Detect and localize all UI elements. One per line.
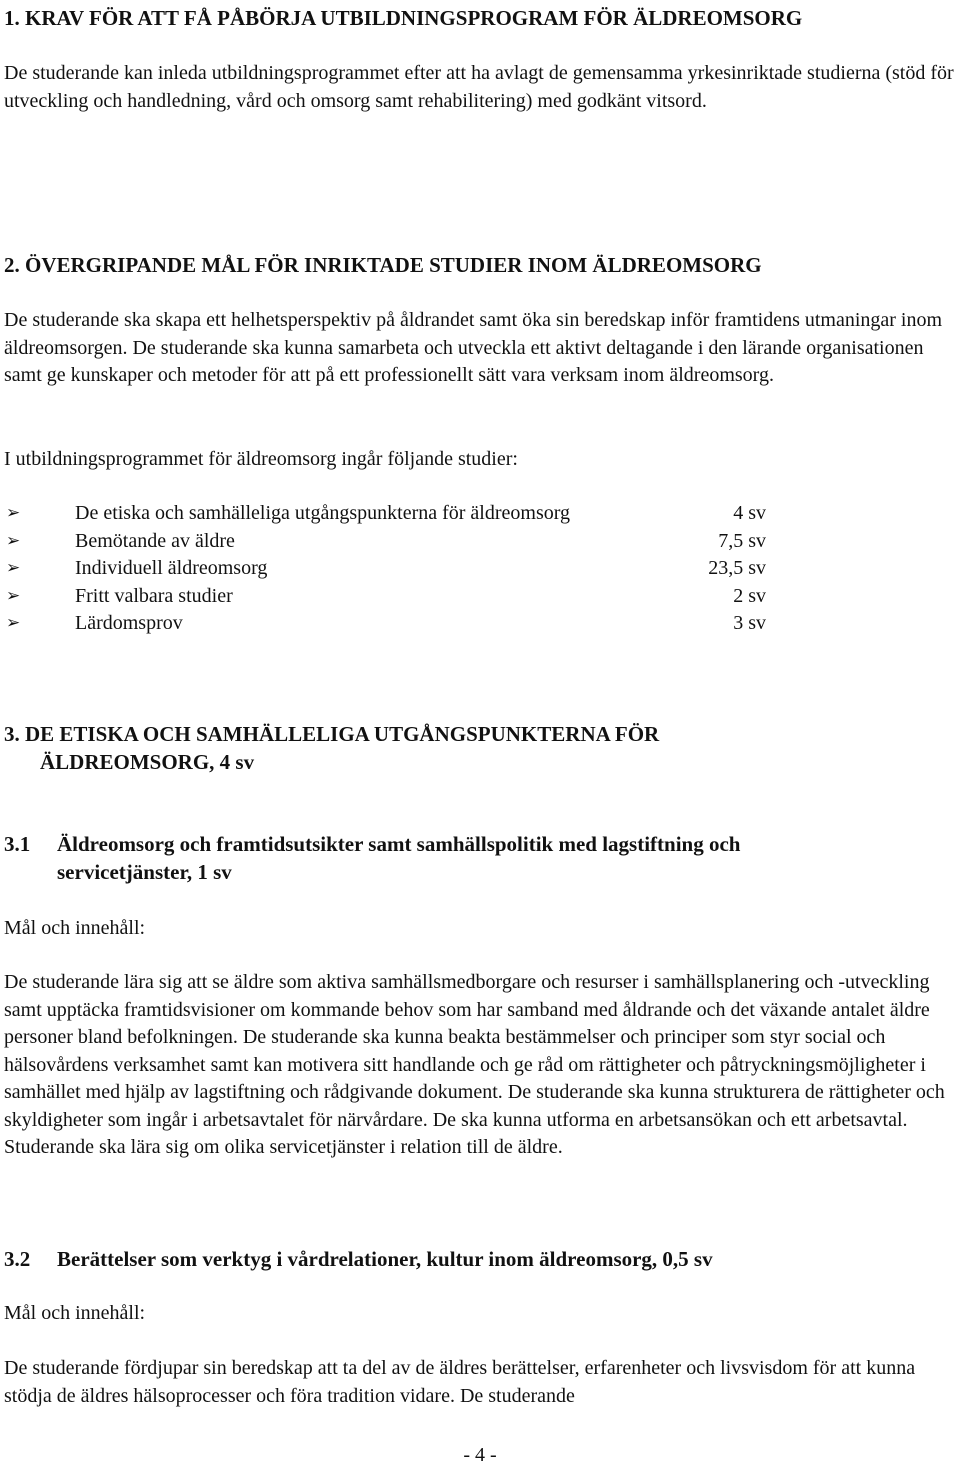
- study-credits: 7,5 sv: [718, 529, 766, 552]
- arrow-bullet-icon: ➢: [6, 530, 21, 551]
- study-name: De etiska och samhälleliga utgångspunkterna för äldreomsorg: [75, 502, 571, 524]
- study-name: Individuell äldreomsorg: [75, 557, 268, 579]
- section-3-1-label: Mål och innehåll:: [4, 917, 146, 939]
- studies-list-intro: I utbildningsprogrammet för äldreomsorg ingår följande studier:: [4, 448, 518, 470]
- section-3-1-title-line-2: servicetjänster, 1 sv: [57, 860, 232, 884]
- section-3-2-label: Mål och innehåll:: [4, 1302, 146, 1324]
- arrow-bullet-icon: ➢: [6, 613, 21, 633]
- arrow-bullet-icon: ➢: [6, 503, 21, 523]
- study-name: Fritt valbara studier: [75, 584, 233, 607]
- section-3-heading-line-1: 3. DE ETISKA OCH SAMHÄLLELIGA UTGÅNGSPUNKTERNA FÖR: [4, 722, 660, 746]
- list-item: [6, 528, 766, 556]
- section-2-heading: 2. ÖVERGRIPANDE MÅL FÖR INRIKTADE STUDIER INOM ÄLDREOMSORG: [4, 253, 762, 277]
- section-3-2-body: De studerande fördjupar sin beredskap att ta del av de äldres berättelser, erfarenheter och livsvisdom för att kunna stödja de äldres hälsoprocesser och föra tradition vidare. De studerande: [4, 1357, 916, 1407]
- study-name: Lärdomsprov: [75, 612, 183, 634]
- section-3-1-title-line-1: Äldreomsorg och framtidsutsikter samt samhällspolitik med lagstiftning och: [57, 832, 741, 856]
- studies-list: [6, 500, 766, 638]
- list-item: [6, 583, 766, 611]
- study-credits: 2 sv: [733, 584, 766, 607]
- list-item: [6, 500, 766, 528]
- study-credits: 3 sv: [733, 612, 766, 634]
- section-3-2-number: 3.2: [4, 1247, 31, 1271]
- list-item: [6, 610, 766, 638]
- section-3-heading-line-2: ÄLDREOMSORG, 4 sv: [40, 750, 255, 774]
- arrow-bullet-icon: ➢: [6, 558, 21, 578]
- section-1-heading: 1. KRAV FÖR ATT FÅ PÅBÖRJA UTBILDNINGSPROGRAM FÖR ÄLDREOMSORG: [4, 6, 803, 30]
- page-number: - 4 -: [463, 1444, 497, 1466]
- arrow-bullet-icon: ➢: [6, 585, 21, 606]
- section-1-body: De studerande kan inleda utbildningsprogrammet efter att ha avlagt de gemensamma yrkesinriktade studierna (stöd för utveckling och handledning, vård och omsorg samt rehabilitering) med godkänt vitsord.: [4, 62, 954, 112]
- section-3-2-title: Berättelser som verktyg i vårdrelationer, kultur inom äldreomsorg, 0,5 sv: [57, 1247, 713, 1271]
- list-item: [6, 555, 766, 583]
- study-credits: 4 sv: [733, 502, 766, 524]
- section-3-1-body: De studerande lära sig att se äldre som aktiva samhällsmedborgare och resurser i samhällsplanering och -utveckling samt upptäcka framtidsvisioner om kommande behov som har samband med åldrande och det växande antalet äldre personer bland befolkningen. De studerande ska kunna beakta bestämmelser och principer som styr social och hälsovårdens verksamhet samt kan motivera sitt handlande och ge råd om rättigheter och påtryckningsmöjligheter i samhället med hjälp av lagstiftning och rådgivande dokument. De studerande ska kunna strukturera de rättigheter och skyldigheter som ingår i arbetsavtalet för närvårdare. De ska kunna utforma en arbetsansökan och ett arbetsavtal. Studerande ska lära sig om olika servicetjänster i relation till de äldre.: [4, 971, 945, 1158]
- study-name: Bemötande av äldre: [75, 529, 235, 552]
- section-3-1-number: 3.1: [4, 832, 31, 856]
- section-2-body: De studerande ska skapa ett helhetsperspektiv på åldrandet samt öka sin beredskap inför framtidens utmaningar inom äldreomsorgen. De studerande ska kunna samarbeta och utveckla ett aktivt deltagande i den lärande organisationen samt ge kunskaper och metoder för att på ett professionellt sätt vara verksam inom äldreomsorg.: [4, 309, 943, 386]
- study-credits: 23,5 sv: [708, 557, 766, 579]
